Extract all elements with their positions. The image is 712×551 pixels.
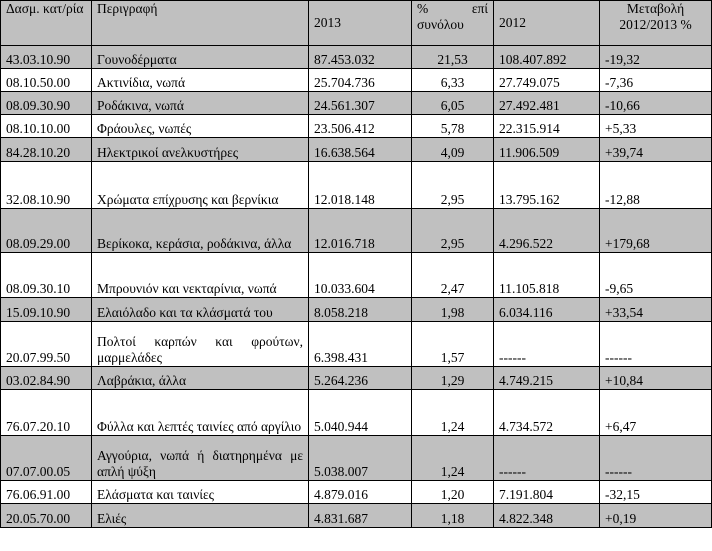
cell-code: 03.02.84.90 (1, 367, 92, 390)
cell-description: Φράουλες, νωπές (92, 115, 309, 138)
cell-2012: 11.105.818 (494, 253, 600, 298)
cell-2012: 13.795.162 (494, 162, 600, 209)
header-description: Περιγραφή (92, 1, 309, 46)
cell-change: -12,88 (600, 162, 712, 209)
cell-2013: 87.453.032 (309, 46, 412, 69)
table-row (1, 253, 712, 298)
cell-2013: 16.638.564 (309, 138, 412, 162)
cell-percent: 1,20 (412, 481, 494, 504)
cell-2012: ------ (494, 322, 600, 367)
cell-2012: 27.492.481 (494, 92, 600, 115)
cell-description: Ελιές (92, 504, 309, 528)
cell-percent: 4,09 (412, 138, 494, 162)
cell-2013: 23.506.412 (309, 115, 412, 138)
cell-2013: 8.058.218 (309, 298, 412, 322)
cell-2013: 25.704.736 (309, 69, 412, 92)
cell-2012: 4.749.215 (494, 367, 600, 390)
cell-2013: 4.879.016 (309, 481, 412, 504)
table-row (1, 69, 712, 92)
cell-description: Ελαιόλαδο και τα κλάσματά του (92, 298, 309, 322)
cell-2013: 24.561.307 (309, 92, 412, 115)
cell-percent: 1,98 (412, 298, 494, 322)
cell-change: +10,84 (600, 367, 712, 390)
cell-change: +33,54 (600, 298, 712, 322)
cell-2013: 10.033.604 (309, 253, 412, 298)
cell-2012: 4.822.348 (494, 504, 600, 528)
cell-description: Ροδάκινα, νωπά (92, 92, 309, 115)
cell-code: 43.03.10.90 (1, 46, 92, 69)
cell-code: 08.10.50.00 (1, 69, 92, 92)
table-row (1, 390, 712, 436)
cell-description: Ηλεκτρικοί ανελκυστήρες (92, 138, 309, 162)
cell-description: Ακτινίδια, νωπά (92, 69, 309, 92)
cell-2012: 4.734.572 (494, 390, 600, 436)
cell-code: 08.10.10.00 (1, 115, 92, 138)
header-2013: 2013 (309, 1, 412, 46)
table-row (1, 298, 712, 322)
cell-change: ------ (600, 436, 712, 481)
cell-description: Μπρουνιόν και νεκταρίνια, νωπά (92, 253, 309, 298)
cell-description: Λαβράκια, άλλα (92, 367, 309, 390)
cell-2013: 5.038.007 (309, 436, 412, 481)
cell-code: 08.09.30.10 (1, 253, 92, 298)
table-row (1, 138, 712, 162)
cell-2013: 6.398.431 (309, 322, 412, 367)
cell-2012: 7.191.804 (494, 481, 600, 504)
cell-percent: 5,78 (412, 115, 494, 138)
cell-change: -32,15 (600, 481, 712, 504)
cell-code: 20.07.99.50 (1, 322, 92, 367)
cell-code: 32.08.10.90 (1, 162, 92, 209)
table-row (1, 322, 712, 367)
table-row (1, 115, 712, 138)
cell-percent: 2,95 (412, 209, 494, 253)
cell-2012: 4.296.522 (494, 209, 600, 253)
cell-description: Φύλλα και λεπτές ταινίες από αργίλιο (92, 390, 309, 436)
cell-change: +0,19 (600, 504, 712, 528)
table-row (1, 367, 712, 390)
cell-percent: 1,29 (412, 367, 494, 390)
cell-description: Χρώματα επίχρυσης και βερνίκια (92, 162, 309, 209)
cell-code: 20.05.70.00 (1, 504, 92, 528)
table-row (1, 504, 712, 528)
cell-code: 15.09.10.90 (1, 298, 92, 322)
cell-code: 08.09.30.90 (1, 92, 92, 115)
cell-2013: 4.831.687 (309, 504, 412, 528)
cell-percent: 6,33 (412, 69, 494, 92)
cell-2013: 12.018.148 (309, 162, 412, 209)
cell-change: +5,33 (600, 115, 712, 138)
header-code: Δασμ. κατ/ρία (1, 1, 92, 46)
cell-change: ------ (600, 322, 712, 367)
cell-2013: 12.016.718 (309, 209, 412, 253)
cell-percent: 1,57 (412, 322, 494, 367)
cell-description: Γουνοδέρματα (92, 46, 309, 69)
cell-2013: 5.040.944 (309, 390, 412, 436)
cell-2013: 5.264.236 (309, 367, 412, 390)
cell-change: -9,65 (600, 253, 712, 298)
cell-2012: 11.906.509 (494, 138, 600, 162)
table-row (1, 481, 712, 504)
cell-code: 84.28.10.20 (1, 138, 92, 162)
cell-percent: 21,53 (412, 46, 494, 69)
cell-change: -19,32 (600, 46, 712, 69)
cell-description: Ελάσματα και ταινίες (92, 481, 309, 504)
header-change: Μεταβολή 2012/2013 % (600, 1, 712, 46)
table-row (1, 162, 712, 209)
cell-2012: 108.407.892 (494, 46, 600, 69)
cell-change: -7,36 (600, 69, 712, 92)
cell-code: 76.06.91.00 (1, 481, 92, 504)
header-percent-of-total: % επί συνόλου (412, 1, 494, 46)
header-row (1, 1, 712, 46)
cell-change: +39,74 (600, 138, 712, 162)
table-row (1, 92, 712, 115)
cell-percent: 1,24 (412, 390, 494, 436)
header-2012: 2012 (494, 1, 600, 46)
cell-percent: 2,95 (412, 162, 494, 209)
cell-2012: 22.315.914 (494, 115, 600, 138)
table-row (1, 209, 712, 253)
table-row (1, 46, 712, 69)
cell-2012: 6.034.116 (494, 298, 600, 322)
cell-code: 07.07.00.05 (1, 436, 92, 481)
cell-change: +6,47 (600, 390, 712, 436)
cell-description: Αγγούρια, νωπά ή διατηρημένα με απλή ψύξη (92, 436, 309, 481)
cell-change: -10,66 (600, 92, 712, 115)
cell-percent: 6,05 (412, 92, 494, 115)
table-row (1, 436, 712, 481)
cell-2012: ------ (494, 436, 600, 481)
cell-description: Πολτοί καρπών και φρούτων, μαρμελάδες (92, 322, 309, 367)
cell-description: Βερίκοκα, κεράσια, ροδάκινα, άλλα (92, 209, 309, 253)
cell-2012: 27.749.075 (494, 69, 600, 92)
cell-percent: 1,18 (412, 504, 494, 528)
cell-change: +179,68 (600, 209, 712, 253)
cell-percent: 2,47 (412, 253, 494, 298)
cell-code: 76.07.20.10 (1, 390, 92, 436)
cell-code: 08.09.29.00 (1, 209, 92, 253)
cell-percent: 1,24 (412, 436, 494, 481)
